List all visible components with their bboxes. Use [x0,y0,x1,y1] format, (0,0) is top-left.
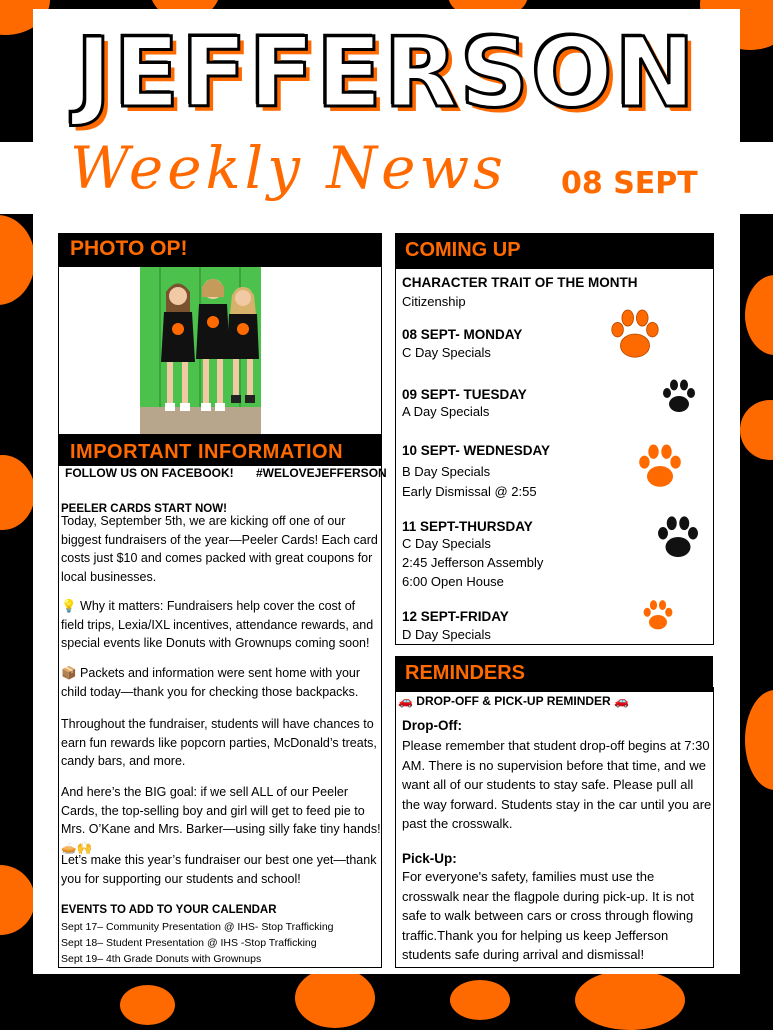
newsletter-title: JEFFERSON [75,17,698,129]
dropoff-text: Please remember that student drop-off begins at 7:30 AM. There is no supervision before that time, and we want all of our students to stay safe. Please pull all the way forward. Students stay in the car until you are past the crosswalk. [402,738,712,831]
info-paragraph: 💡 Why it matters: Fundraisers help cover the cost of field trips, Lexia/IXL incentives, attendance rewards, and special events like Donuts with Grownups coming soon! [61,599,374,650]
paw-print-icon [634,440,686,492]
photo-op-heading: PHOTO OP! [70,237,188,260]
events-heading: EVENTS TO ADD TO YOUR CALENDAR [61,904,277,916]
important-info-heading: IMPORTANT INFORMATION [70,441,344,463]
trait-value: Citizenship [402,294,466,309]
masthead [33,9,740,142]
day-heading: 10 SEPT- WEDNESDAY [402,443,551,458]
event-item: Sept 17– Community Presentation @ IHS- Stop Trafficking [61,921,334,933]
important-info-header [58,434,381,466]
polka-dot [0,865,35,935]
paw-print-icon [659,376,699,416]
polka-dot [745,690,773,790]
trait-heading: CHARACTER TRAIT OF THE MONTH [402,275,638,290]
day-heading: 09 SEPT- TUESDAY [402,387,527,402]
polka-dot [0,455,35,530]
info-paragraph: Throughout the fundraiser, students will have chances to earn fun rewards like popcorn parties, McDonald’s treats, candy bars, and more. [61,717,377,768]
day-detail: D Day Specials [402,627,491,642]
coming-up-header [395,233,713,269]
newsletter-subtitle: Weekly News [70,134,507,202]
paw-print-icon [606,305,664,363]
day-heading: 08 SEPT- MONDAY [402,327,523,342]
student-photo [140,267,261,434]
reminder-subhead: 🚗 DROP-OFF & PICK-UP REMINDER 🚗 [398,694,629,708]
polka-dot [0,215,35,305]
event-item: Sept 19– 4th Grade Donuts with Grownups [61,953,262,965]
paw-print-icon [653,512,703,562]
info-paragraph: 📦 Packets and information were sent home with your child today—thank you for checking those backpacks. [61,666,361,699]
day-detail: C Day Specials [402,536,491,551]
photo-op-header [58,233,381,267]
event-item: Sept 18– Student Presentation @ IHS -Stop Trafficking [61,937,317,949]
info-paragraph: And here’s the BIG goal: if we sell ALL of our Peeler Cards, the top-selling boy and girl will get to feed pie to Mrs. O’Kane and Mrs. Barker—using silly fake tiny hands! 🥧🙌 [61,785,381,855]
reminders-heading: REMINDERS [405,662,526,684]
day-heading: 11 SEPT-THURSDAY [402,519,533,534]
facebook-follow: FOLLOW US ON FACEBOOK! [65,466,234,480]
pickup-text: For everyone's safety, families must use the crosswalk near the flagpole during pick-up. It is not safe to walk between cars or cross through flowing traffic.Thank you for helping us keep Jefferson students safe during arrival and dismissal! [402,869,694,962]
polka-dot [575,970,685,1030]
polka-dot [450,980,510,1020]
day-detail: A Day Specials [402,404,490,419]
paw-print-icon [640,597,676,633]
day-detail: 6:00 Open House [402,574,504,589]
polka-dot [120,985,175,1025]
coming-up-heading: COMING UP [405,239,521,261]
pickup-label: Pick-Up: [402,851,457,866]
dropoff-label: Drop-Off: [402,718,462,733]
peeler-heading: PEELER CARDS START NOW! [61,503,227,515]
day-detail: B Day Specials [402,464,491,479]
day-detail: Early Dismissal @ 2:55 [402,484,537,499]
polka-dot [295,968,375,1028]
info-paragraph: Today, September 5th, we are kicking off one of our biggest fundraisers of the year—Peeler Cards! Each card costs just $10 and comes packed with great coupons for local businesses. [61,514,378,584]
issue-date: 08 SEPT [561,166,698,201]
polka-dot [745,275,773,355]
day-detail: C Day Specials [402,345,491,360]
reminders-header [395,656,713,692]
polka-dot [740,400,773,460]
day-heading: 12 SEPT-FRIDAY [402,609,509,624]
info-paragraph: Let’s make this year’s fundraiser our best one yet—thank you for supporting our students and school! [61,853,377,886]
hashtag: #WELOVEJEFFERSON [256,466,387,480]
day-detail: 2:45 Jefferson Assembly [402,555,544,570]
